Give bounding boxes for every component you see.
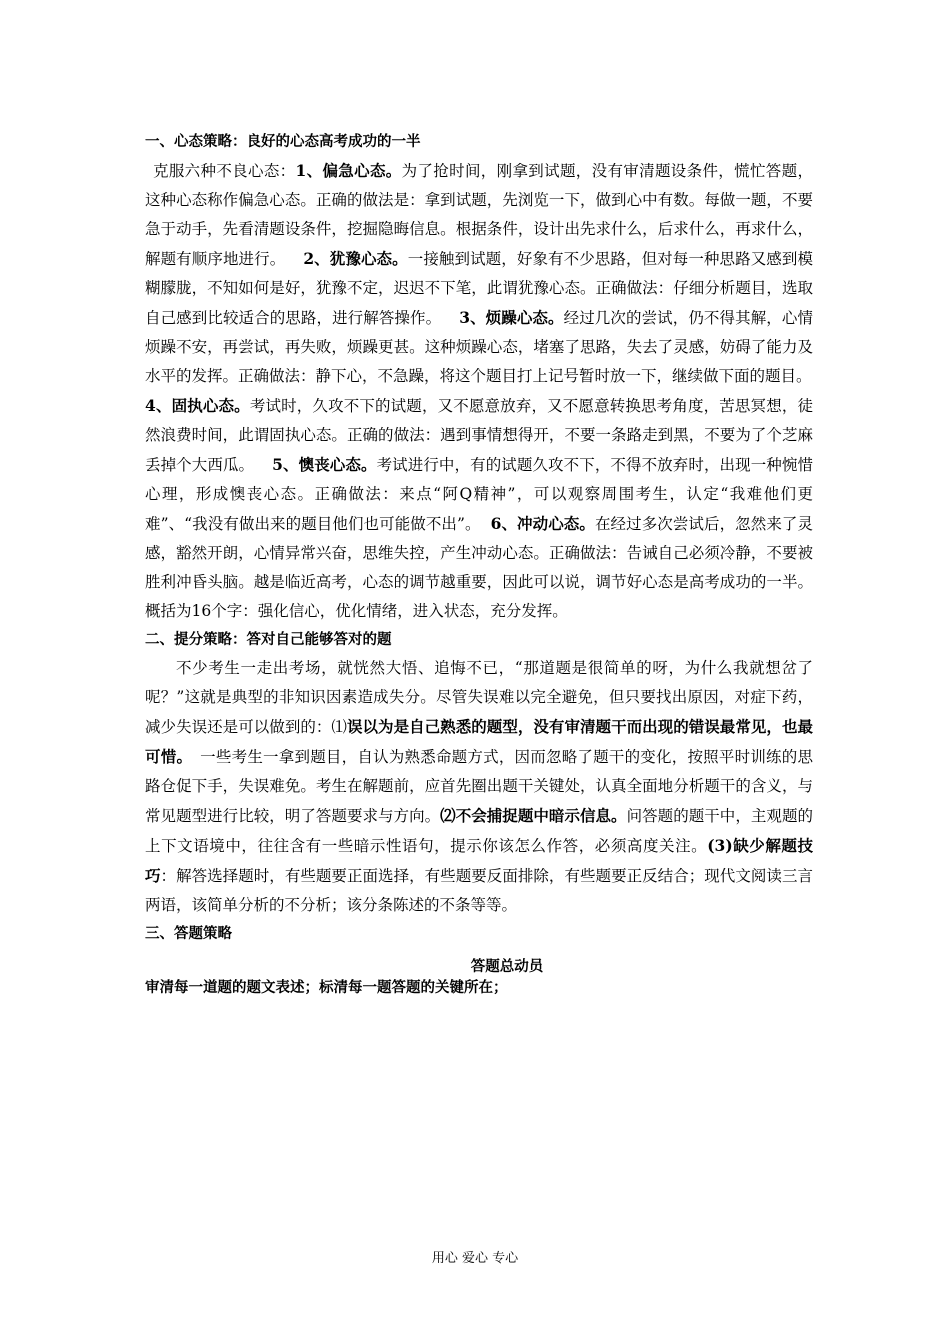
mindset-5-text: 考试进行中，有的试题久攻不下，不得不放弃时，出现一种惋惜心理，形成懊丧心态。正确做法：来点“阿Q精神”，可以观察周围考生，认定“我难他们更难”、“我没有做出来的题目他们也可能做不出”。 — [145, 456, 813, 533]
section-1-intro: 克服六种不良心态： — [153, 162, 296, 180]
section-2-text-a: 不少考生一走出考场，就恍然大悟、追悔不已，“那道题是很简单的呀，为什么我就想岔了呢？”这就是典型的非知识因素造成失分。尽管失误难以完全避免，但只要找出原因，对症下药，减少失误还是可以做到的：⑴ — [145, 659, 813, 736]
mindset-3-text: 经过几次的尝试，仍不得其解，心情烦躁不安，再尝试，再失败，烦躁更甚。这种烦躁心态，堵塞了思路，失去了灵感，妨碍了能力及水平的发挥。正确做法：静下心，不急躁，将这个题目打上记号暂时放一下，继续做下面的题目。 — [145, 309, 813, 385]
section-2-paragraph — [145, 654, 813, 920]
section-3-subtitle: 答题总动员 — [470, 959, 544, 975]
section-2-text-c: 问答题的题干中，主观题的上下文语境中，往往含有一些暗示性语句，提示你该怎么作答，必须高度关注。 — [145, 807, 813, 855]
mindset-6-term: 6、冲动心态。 — [490, 514, 595, 533]
section-2-text-b: 一些考生一拿到题目，自认为熟悉命题方式，因而忽略了题干的变化，按照平时训练的思路仓促下手，失误难免。考生在解题前，应首先圈出题干关键处，认真全面地分析题干的含义，与常见题型进行比较，明了答题要求与方向。 — [145, 748, 813, 825]
mindset-4-text: 考试时，久攻不下的试题，又不愿意放弃，又不愿意转换思考角度，苦思冥想，徒然浪费时间，此谓固执心态。正确的做法：遇到事情想得开，不要一条路走到黑，不要为了个芝麻丢掉个大西瓜。 — [145, 397, 813, 474]
mindset-2-term: 2、犹豫心态。 — [303, 249, 408, 268]
mindset-4-term: 4、固执心态。 — [145, 396, 250, 415]
mindset-2-text: 一接触到试题，好象有不少思路，但对每一种思路又感到模糊朦胧，不知如何是好，犹豫不定，迟迟不下笔，此谓犹豫心态。正确做法：仔细分析题目，选取自己感到比较适合的思路，进行解答操作。 — [145, 250, 813, 327]
mindset-1-term: 1、偏急心态。 — [295, 161, 402, 180]
document-body — [145, 128, 813, 998]
section-1-heading: 一、心态策略：良好的心态高考成功的一半 — [145, 134, 421, 150]
section-3-heading: 三、答题策略 — [145, 926, 232, 942]
mindset-6-text: 在经过多次尝试后，忽然来了灵感，豁然开朗，心情异常兴奋，思维失控，产生冲动心态。正确做法：告诫自己必须冷静，不要被胜利冲昏头脑。越是临近高考，心态的调节越重要，因此可以说，调节好心态是高考成功的一半。概括为16个字：强化信心，优化情绪，进入状态，充分发挥。 — [145, 515, 813, 620]
section-2-heading: 二、提分策略：答对自己能够答对的题 — [145, 632, 392, 648]
section-2-text-d: ：解答选择题时，有些题要正面选择，有些题要反面排除，有些题要正反结合；现代文阅读三言两语，该简单分析的不分析；该分条陈述的不条等等。 — [145, 867, 813, 914]
mindset-3-term: 3、烦躁心态。 — [459, 308, 564, 327]
mindset-5-term: 5、懊丧心态。 — [272, 455, 377, 474]
page-footer: 用心 爱心 专心 — [431, 1251, 519, 1266]
section-2-bold-b: ⑵不会捕捉题中暗示信息。 — [440, 806, 627, 825]
section-2-bold-a: 误以为是自己熟悉的题型，没有审清题干而出现的错误最常见，也最可惜。 — [145, 717, 813, 766]
mindset-1-text: 为了抢时间，刚拿到试题，没有审清题设条件，慌忙答题，这种心态称作偏急心态。正确的做法是：拿到试题，先浏览一下，做到心中有数。每做一题，不要急于动手，先看清题设条件，挖掘隐晦信息。根据条件，设计出先求什么，后求什么，再求什么，解题有顺序地进行。 — [145, 162, 813, 268]
section-3-line: 审清每一道题的题文表述；标清每一题答题的关键所在； — [145, 980, 508, 996]
section-1-paragraph — [145, 156, 813, 626]
section-2-bold-c: (3)缺少解题技巧 — [145, 836, 813, 885]
